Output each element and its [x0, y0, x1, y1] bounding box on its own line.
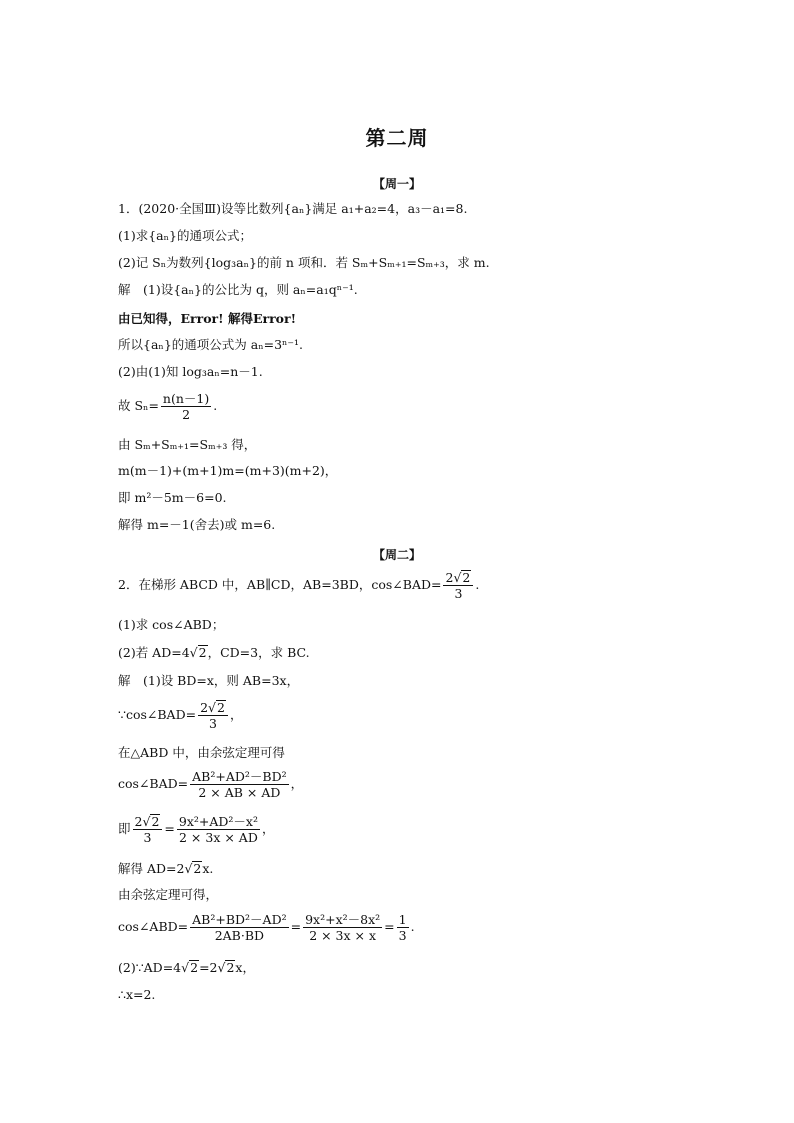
sn-numerator: n(n－1): [162, 391, 210, 406]
s2-fraction: $\frac{2√2}{3}$: [198, 700, 228, 731]
result-denominator: 3: [398, 928, 407, 943]
abd-fraction-1: [190, 912, 288, 943]
sub-denominator: 2 × 3x × AD: [179, 830, 258, 845]
s5-right-fraction: [177, 814, 260, 845]
law-denominator: 2 × AB × AD: [198, 785, 281, 800]
solution-1-line4: (2)由(1)知 log₃aₙ=n－1.: [118, 364, 263, 379]
s5-den: 3: [143, 830, 152, 845]
solution-2-line9: (2)∵AD=4√2=2√2x，: [118, 960, 255, 975]
abd-result-fraction: [397, 912, 409, 943]
sn-denominator: 2: [182, 407, 191, 422]
solution-2-line8: cos∠ABD= $\frac{\text{AB²+BD²－AD²}}{2AB\cdot BD}$ = $\frac{\text{9x²+x²－8x²}}{2 \times 3x \times x}$ = $\frac{1}{3}$ .: [118, 912, 415, 943]
s2-den: 3: [209, 716, 217, 731]
abd2-numerator: 9x²+x²－8x²: [305, 912, 381, 927]
s2-coef: 2: [200, 700, 209, 715]
problem-2-statement-text: 2．在梯形 ABCD 中，AB∥CD，AB=3BD，cos∠BAD=: [118, 577, 442, 592]
law-cos-fraction: [190, 769, 288, 800]
solution-1-line6: 由 Sₘ+Sₘ₊₁=Sₘ₊₃ 得，: [118, 437, 257, 452]
s5-radicand: 2: [151, 814, 160, 829]
s4-prefix: cos∠BAD=: [118, 776, 189, 791]
problem-2-part2: (2)若 AD=4√2，CD=3，求 BC.: [118, 645, 310, 660]
solution-1-line9: 解得 m=－1(舍去)或 m=6.: [118, 517, 276, 532]
abd-fraction-2: [303, 912, 382, 943]
solution-2-line7: 由余弦定理可得，: [118, 887, 219, 902]
s2-radicand: 2: [217, 700, 225, 715]
cos-bad-fraction: $\frac{2√2}{3}$: [443, 570, 473, 601]
abd-numerator: AB²+BD²－AD²: [192, 912, 287, 927]
denominator-3: 3: [454, 586, 463, 601]
abd2-denominator: 2 × 3x × x: [309, 928, 377, 943]
solution-2-line10: ∴x=2.: [118, 987, 156, 1002]
solution-1-line2: 由已知得，Error! 解得Error!: [118, 311, 297, 326]
s6-radicand: 2: [193, 861, 202, 876]
s5-coef: 2: [134, 814, 143, 829]
solution-1-line5: 故 Sₙ= $\frac{n(n-1)}{2}$ .: [118, 391, 218, 422]
s9-radicand-2: 2: [226, 960, 235, 975]
solution-2-line1: 解 (1)设 BD=x，则 AB=3x，: [118, 673, 300, 688]
s9-radicand-1: 2: [190, 960, 199, 975]
problem-1-part1: (1)求{aₙ}的通项公式；: [118, 228, 252, 243]
s5-prefix: 即: [118, 821, 131, 836]
problem-2-part1: (1)求 cos∠ABD；: [118, 617, 225, 632]
solution-2-line3: 在△ABD 中，由余弦定理可得: [118, 745, 285, 760]
part2-suffix: ，CD=3，求 BC.: [207, 645, 310, 660]
problem-1-part2: (2)记 Sₙ为数列{log₃aₙ}的前 n 项和．若 Sₘ+Sₘ₊₁=Sₘ₊₃，求 m.: [118, 255, 490, 270]
solution-1-line3: 所以{aₙ}的通项公式为 aₙ=3ⁿ⁻¹.: [118, 337, 304, 352]
solution-2-line4: cos∠BAD= $\frac{\text{AB²+AD²－BD²}}{2 \times AB \times AD}$ ，: [118, 769, 304, 800]
sub-numerator: 9x²+AD²－x²: [178, 814, 258, 829]
solution-2-line6: 解得 AD=2√2x.: [118, 861, 214, 876]
s2-prefix: ∵cos∠BAD=: [118, 707, 197, 722]
sn-fraction: [161, 391, 211, 422]
page-title: 第二周: [365, 126, 429, 150]
s6-prefix: 解得 AD=2: [118, 861, 185, 876]
day-heading-monday: 【周一】: [372, 177, 421, 191]
solution-1-line8: 即 m²－5m－6=0.: [118, 490, 227, 505]
solution-2-line5: 即 $\frac{2√2}{3}$ = $\frac{\text{9x²+AD²－x²}}{2 \times 3x \times AD}$ ，: [118, 814, 275, 845]
s8-prefix: cos∠ABD=: [118, 919, 189, 934]
s6-suffix: x.: [202, 861, 214, 876]
solution-1-line1: 解 (1)设{aₙ}的公比为 q，则 aₙ=a₁qⁿ⁻¹.: [118, 282, 358, 297]
s9-suffix: x，: [235, 960, 255, 975]
problem-2-statement: 2．在梯形 ABCD 中，AB∥CD，AB=3BD，cos∠BAD= $\frac{2√2}{3}$ .: [118, 570, 480, 601]
law-numerator: AB²+AD²－BD²: [192, 769, 287, 784]
radicand-2: 2: [462, 570, 471, 585]
solution-1-line7: m(m－1)+(m+1)m=(m+3)(m+2)，: [118, 463, 338, 478]
problem-1-statement: 1．(2020·全国Ⅲ)设等比数列{aₙ}满足 a₁+a₂=4，a₃－a₁=8.: [118, 201, 468, 216]
solution-2-line2: ∵cos∠BAD= $\frac{2√2}{3}$ ，: [118, 700, 243, 731]
coef-2: 2: [445, 570, 454, 585]
sn-prefix: 故 Sₙ=: [118, 398, 159, 413]
abd-denominator: 2AB·BD: [214, 928, 265, 943]
s9-mid: =2: [199, 960, 218, 975]
part2-radicand: 2: [198, 645, 207, 660]
part2-prefix: (2)若 AD=4: [118, 645, 190, 660]
s9-prefix: (2)∵AD=4: [118, 960, 182, 975]
result-numerator: 1: [398, 912, 407, 927]
s5-left-fraction: $\frac{2√2}{3}$: [133, 814, 163, 845]
day-heading-tuesday: 【周二】: [372, 548, 421, 562]
